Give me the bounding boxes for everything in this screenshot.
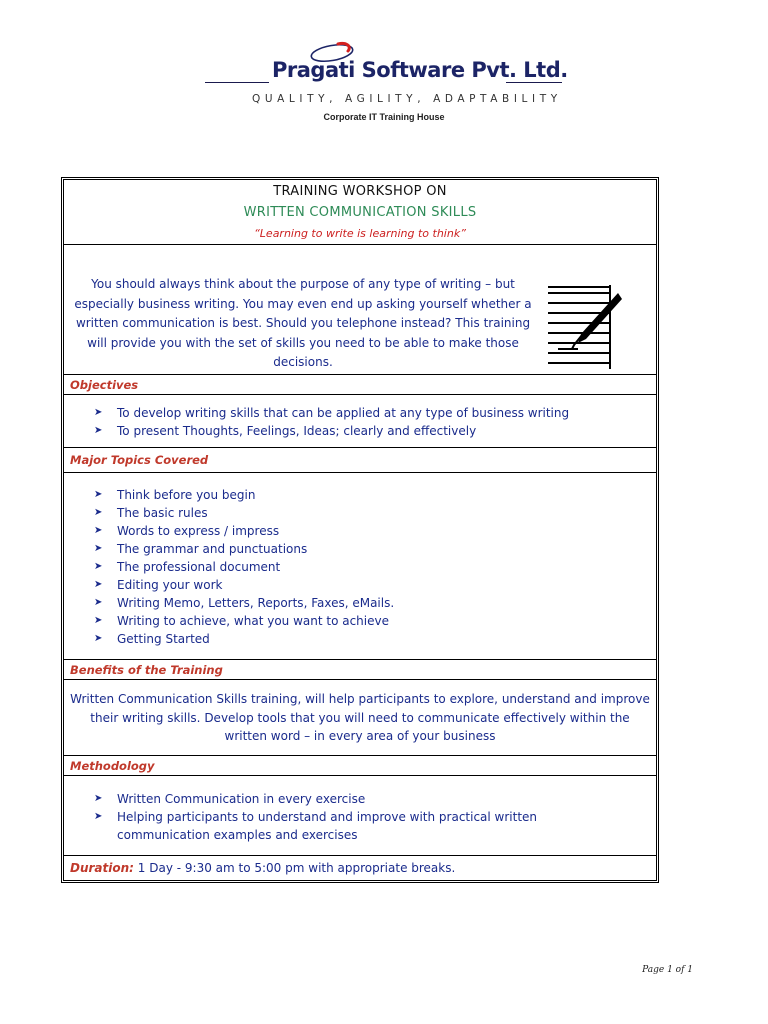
arrow-bullet-icon: ➤ <box>94 597 103 608</box>
arrow-bullet-icon: ➤ <box>94 561 103 572</box>
company-subtagline: Corporate IT Training House <box>323 112 445 122</box>
arrow-bullet-icon: ➤ <box>94 525 103 536</box>
arrow-bullet-icon: ➤ <box>94 425 103 436</box>
title-line-2: WRITTEN COMMUNICATION SKILLS <box>243 205 477 220</box>
duration-text: 1 Day - 9:30 am to 5:00 pm with appropriate breaks. <box>133 861 456 875</box>
arrow-bullet-icon: ➤ <box>94 615 103 626</box>
methodology-list <box>94 790 614 844</box>
arrow-bullet-icon: ➤ <box>94 793 103 804</box>
arrow-bullet-icon: ➤ <box>94 633 103 644</box>
workshop-table <box>63 179 657 881</box>
intro-row <box>64 245 656 375</box>
company-name: Pragati Software Pvt. Ltd. <box>272 58 568 82</box>
title-row <box>64 180 656 245</box>
intro-text: You should always think about the purpose of any type of writing – but especially business writing. You may even end up asking yourself whether a written communication is best. Should you telephone instead? This training will provide you with the set of skills you need to be able to make those decisions. <box>74 277 532 369</box>
list-item: ➤ The basic rules <box>94 506 208 520</box>
page-number: Page 1 of 1 <box>642 965 693 975</box>
list-item: ➤ Writing to achieve, what you want to achieve <box>94 614 389 628</box>
title-quote: “Learning to write is learning to think” <box>254 227 466 240</box>
arrow-bullet-icon: ➤ <box>94 811 103 822</box>
arrow-bullet-icon: ➤ <box>94 489 103 500</box>
arrow-bullet-icon: ➤ <box>94 407 103 418</box>
logo-rule-right <box>506 82 562 83</box>
benefits-text: Written Communication Skills training, will help participants to explore, understand and improve their writing skills. Develop tools that you will need to communicate effectively within the written word – in every area of your business <box>70 692 650 743</box>
methodology-row <box>64 776 656 856</box>
list-item: ➤ Think before you begin <box>94 488 256 502</box>
list-item: ➤ Written Communication in every exercise <box>94 792 366 806</box>
list-item: ➤ Getting Started <box>94 632 210 646</box>
topics-heading: Major Topics Covered <box>64 448 656 473</box>
topics-list <box>94 486 394 648</box>
list-item: ➤ To develop writing skills that can be applied at any type of business writing <box>94 406 570 420</box>
benefits-row <box>64 680 656 756</box>
list-item: ➤ Writing Memo, Letters, Reports, Faxes, eMails. <box>94 596 395 610</box>
methodology-heading: Methodology <box>64 756 656 776</box>
arrow-bullet-icon: ➤ <box>94 543 103 554</box>
objectives-heading: Objectives <box>64 375 656 395</box>
logo-rule-left <box>205 82 269 83</box>
pen-paper-icon <box>544 283 624 373</box>
list-item: ➤ The professional document <box>94 560 281 574</box>
company-tagline: QUALITY, AGILITY, ADAPTABILITY <box>252 93 562 105</box>
objectives-list <box>94 404 569 440</box>
arrow-bullet-icon: ➤ <box>94 507 103 518</box>
list-item: ➤ To present Thoughts, Feelings, Ideas; clearly and effectively <box>94 424 477 438</box>
benefits-heading: Benefits of the Training <box>64 660 656 680</box>
list-item: ➤ Editing your work <box>94 578 223 592</box>
list-item: ➤ Words to express / impress <box>94 524 280 538</box>
list-item: ➤ Helping participants to understand and improve with practical written communication examples and exercises <box>94 810 538 842</box>
objectives-row <box>64 395 656 448</box>
title-line-1: TRAINING WORKSHOP ON <box>273 184 447 199</box>
duration-label: Duration: <box>70 861 134 875</box>
duration-row <box>64 858 656 878</box>
list-item: ➤ The grammar and punctuations <box>94 542 308 556</box>
arrow-bullet-icon: ➤ <box>94 579 103 590</box>
topics-row <box>64 473 656 660</box>
letterhead <box>0 0 768 140</box>
